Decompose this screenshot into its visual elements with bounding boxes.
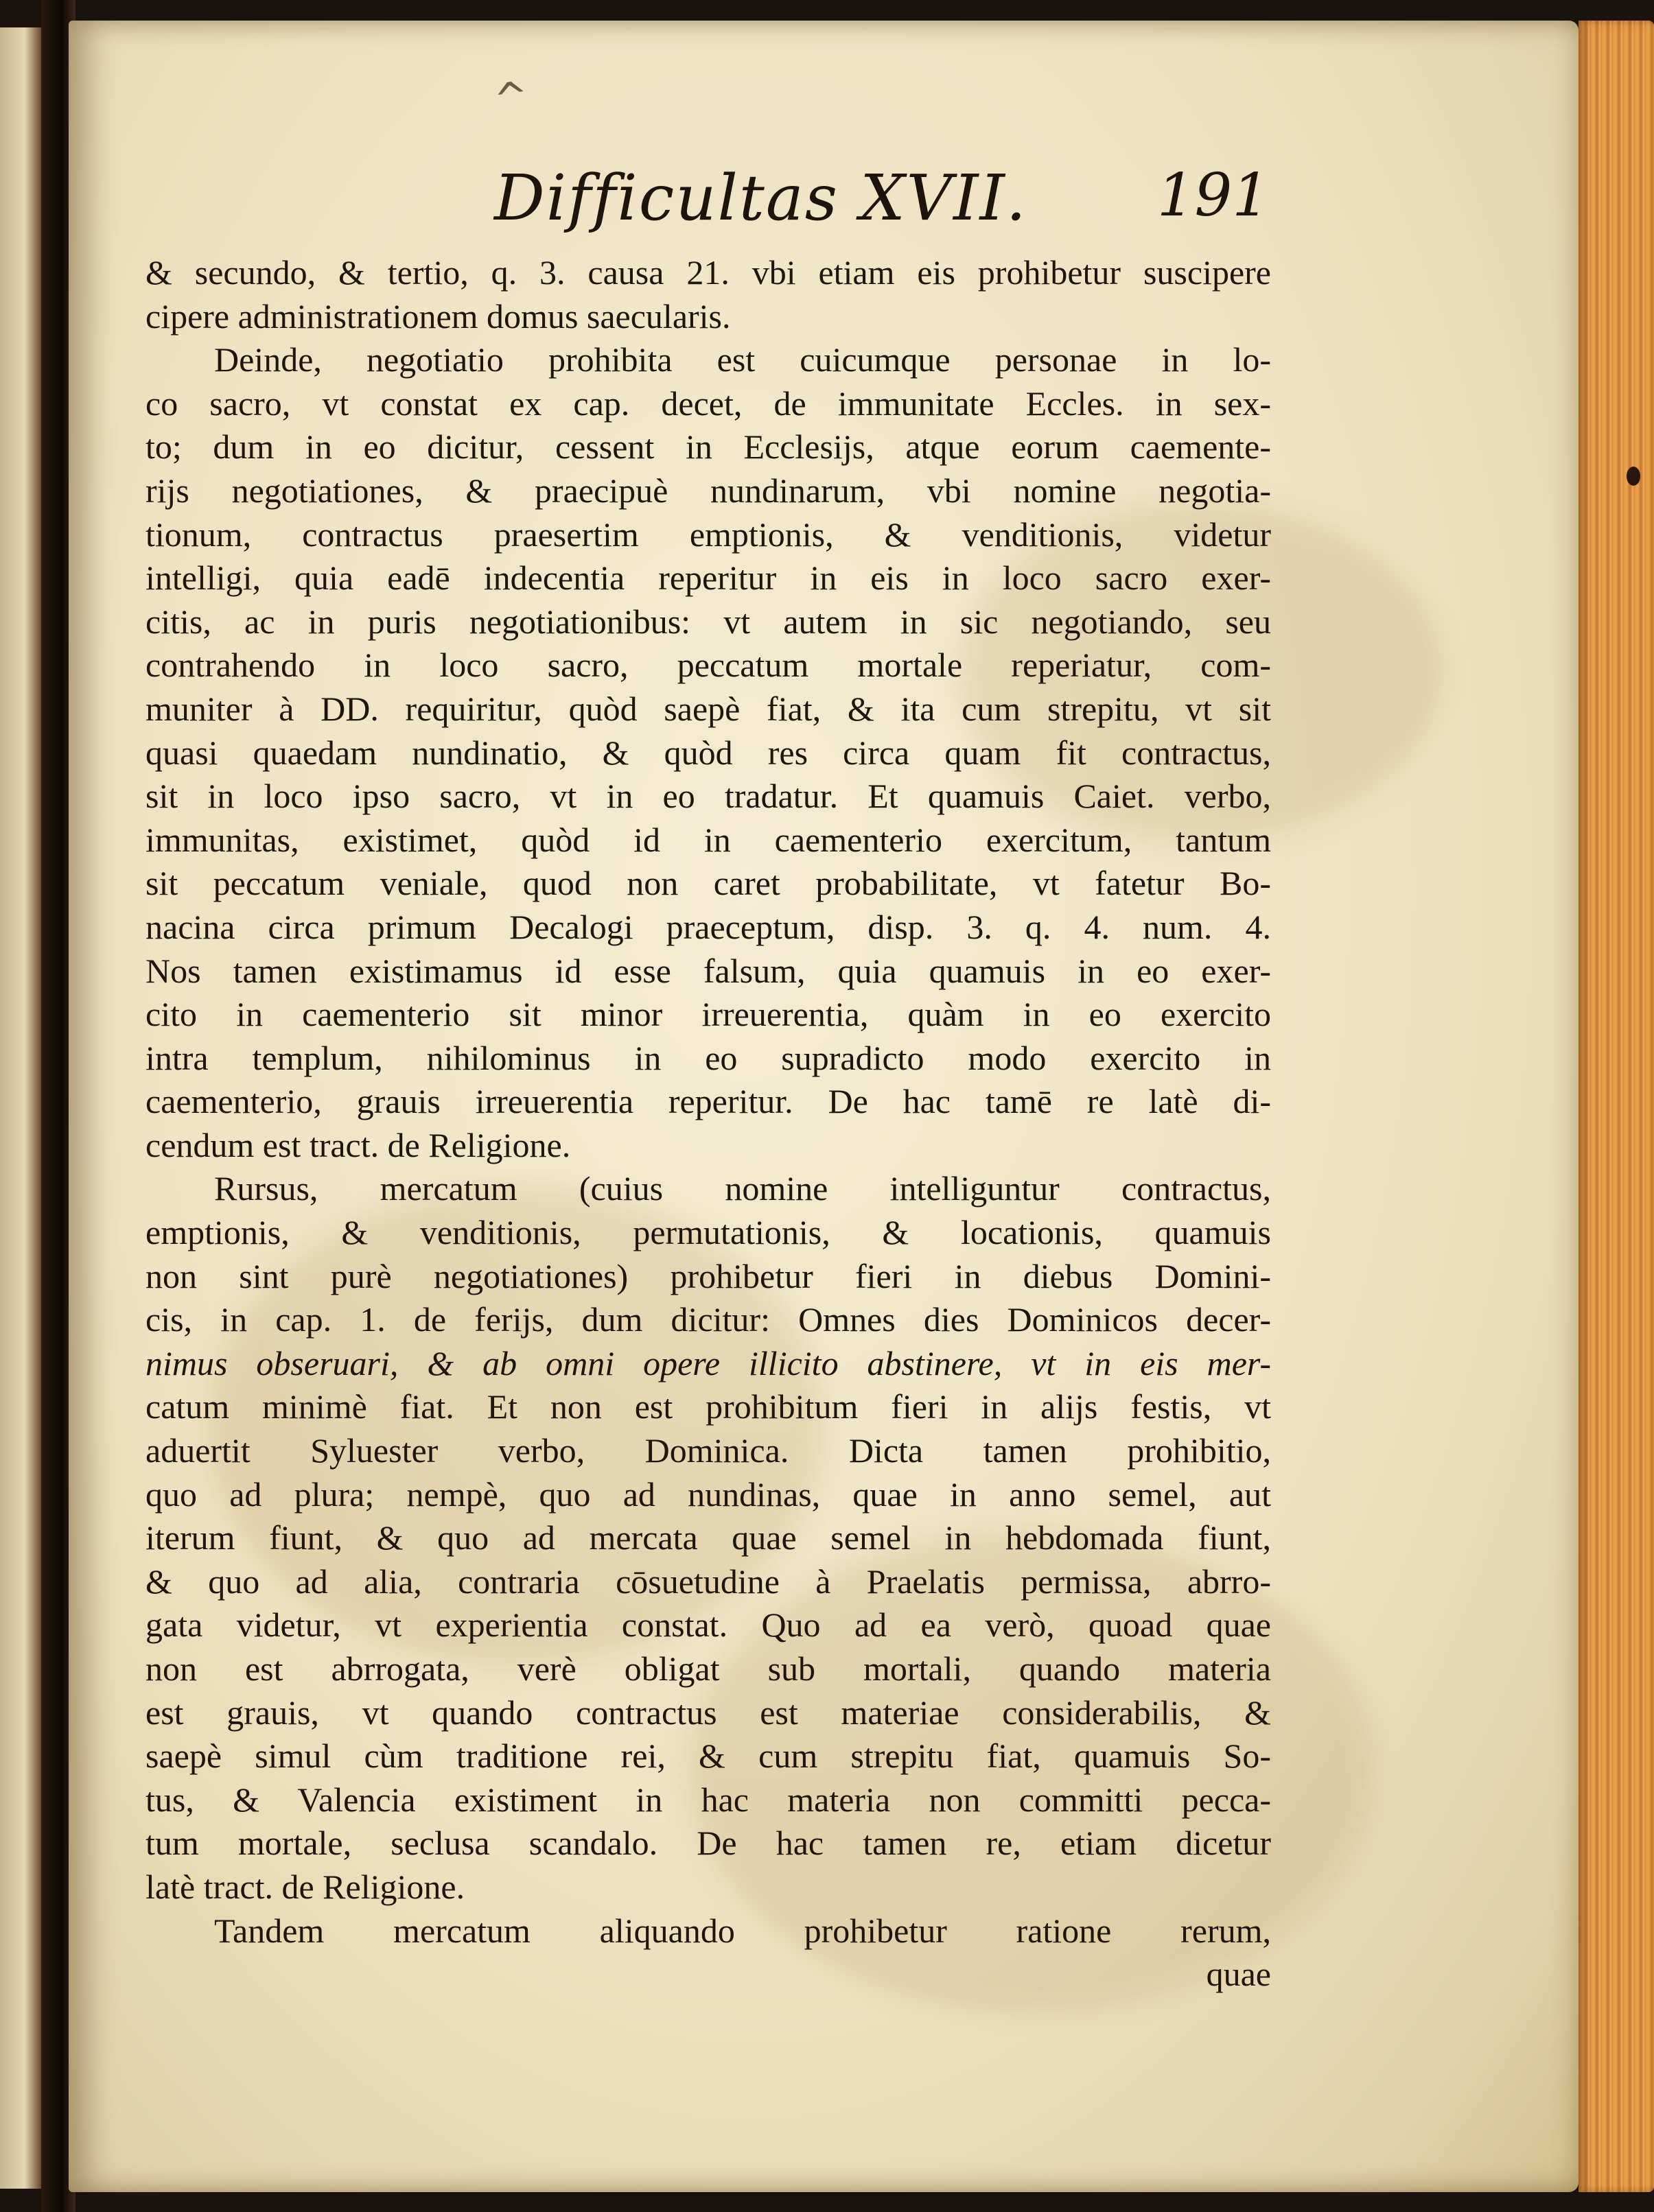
text-line: tus, & Valencia existiment in hac materia non committi pecca-: [145, 1780, 1271, 1819]
body-text: [145, 251, 1271, 1997]
text-line: Tandem mercatum aliquando prohibetur ratione rerum,: [214, 1911, 1271, 1950]
text-line: to; dum in eo dicitur, cessent in Ecclesijs, atque eorum caemente-: [145, 427, 1271, 467]
text-line: cipere administrationem domus saecularis.: [145, 296, 731, 336]
text-line: quasi quaedam nundinatio, & quòd res circa quam fit contractus,: [145, 733, 1271, 772]
text-line: intelligi, quia eadē indecentia reperitur in eis in loco sacro exer-: [145, 558, 1271, 598]
text-line: est grauis, vt quando contractus est materiae considerabilis, &: [145, 1693, 1271, 1732]
text-line: nacina circa primum Decalogi praeceptum, disp. 3. q. 4. num. 4.: [145, 907, 1271, 946]
text-line: Nos tamen existimamus id esse falsum, quia quamuis in eo exer-: [145, 951, 1271, 990]
text-line: non est abrrogata, verè obligat sub mortali, quando materia: [145, 1649, 1271, 1688]
text-line: gata videtur, vt experientia constat. Quo ad ea verò, quoad quae: [145, 1605, 1271, 1645]
text-line: rijs negotiationes, & praecipuè nundinarum, vbi nomine negotia-: [145, 471, 1271, 510]
text-line: & secundo, & tertio, q. 3. causa 21. vbi etiam eis prohibetur suscipere: [145, 253, 1271, 292]
text-line: latè tract. de Religione.: [145, 1867, 465, 1906]
text-line: sit in loco ipso sacro, vt in eo tradatur. Et quamuis Caiet. verbo,: [145, 777, 1271, 816]
text-line: cis, in cap. 1. de ferijs, dum dicitur: Omnes dies Dominicos decer-: [145, 1300, 1271, 1339]
ink-blot: [1627, 467, 1640, 486]
text-line: sit peccatum veniale, quod non caret probabilitate, vt fatetur Bo-: [145, 864, 1271, 903]
facing-page-edge: [0, 27, 41, 2189]
text-line: tionum, contractus praesertim emptionis, & venditionis, videtur: [145, 515, 1271, 554]
text-line: citis, ac in puris negotiationibus: vt autem in sic negotiando, seu: [145, 602, 1271, 641]
text-line: intra templum, nihilominus in eo supradicto modo exercito in: [145, 1038, 1271, 1077]
text-line: nimus obseruari, & ab omni opere illicito abstinere, vt in eis mer-: [145, 1343, 1271, 1382]
text-line: caementerio, grauis irreuerentia reperitur. De hac tamē re latè di-: [145, 1082, 1271, 1121]
text-line: iterum fiunt, & quo ad mercata quae semel in hebdomada fiunt,: [145, 1518, 1271, 1557]
text-line: Rursus, mercatum (cuius nomine intelliguntur contractus,: [214, 1169, 1271, 1208]
text-line: saepè simul cùm traditione rei, & cum strepitu fiat, quamuis So-: [145, 1737, 1271, 1776]
running-header: [494, 161, 1270, 244]
page-block-edge: [1579, 21, 1654, 2192]
text-line: & quo ad alia, contraria cōsuetudine à Praelatis permissa, abrro-: [145, 1562, 1271, 1601]
text-line: cito in caementerio sit minor irreuerentia, quàm in eo exercito: [145, 995, 1271, 1034]
text-line: emptionis, & venditionis, permutationis, & locationis, quamuis: [145, 1213, 1271, 1252]
text-line: quo ad plura; nempè, quo ad nundinas, quae in anno semel, aut: [145, 1474, 1271, 1514]
text-line: cendum est tract. de Religione.: [145, 1125, 571, 1164]
text-line: immunitas, existimet, quòd id in caementerio exercitum, tantum: [145, 820, 1271, 859]
catchword: quae: [1206, 1955, 1271, 1994]
text-line: contrahendo in loco sacro, peccatum mortale reperiatur, com-: [145, 646, 1271, 685]
text-line: tum mortale, seclusa scandalo. De hac tamen re, etiam dicetur: [145, 1824, 1271, 1863]
text-line: muniter à DD. requiritur, quòd saepè fiat, & ita cum strepitu, vt sit: [145, 689, 1271, 728]
text-line: catum minimè fiat. Et non est prohibitum fieri in alijs festis, vt: [145, 1387, 1271, 1426]
page-number: 191: [1156, 161, 1270, 230]
text-line: Deinde, negotiatio prohibita est cuicumque personae in lo-: [214, 340, 1271, 379]
running-title: Difficultas XVII.: [494, 161, 1028, 235]
text-line: aduertit Syluester verbo, Dominica. Dicta tamen prohibitio,: [145, 1431, 1271, 1470]
text-line: non sint purè negotiationes) prohibetur fieri in diebus Domini-: [145, 1256, 1271, 1295]
text-line: co sacro, vt constat ex cap. decet, de immunitate Eccles. in sex-: [145, 384, 1271, 423]
margin-mark: ^: [491, 71, 532, 125]
